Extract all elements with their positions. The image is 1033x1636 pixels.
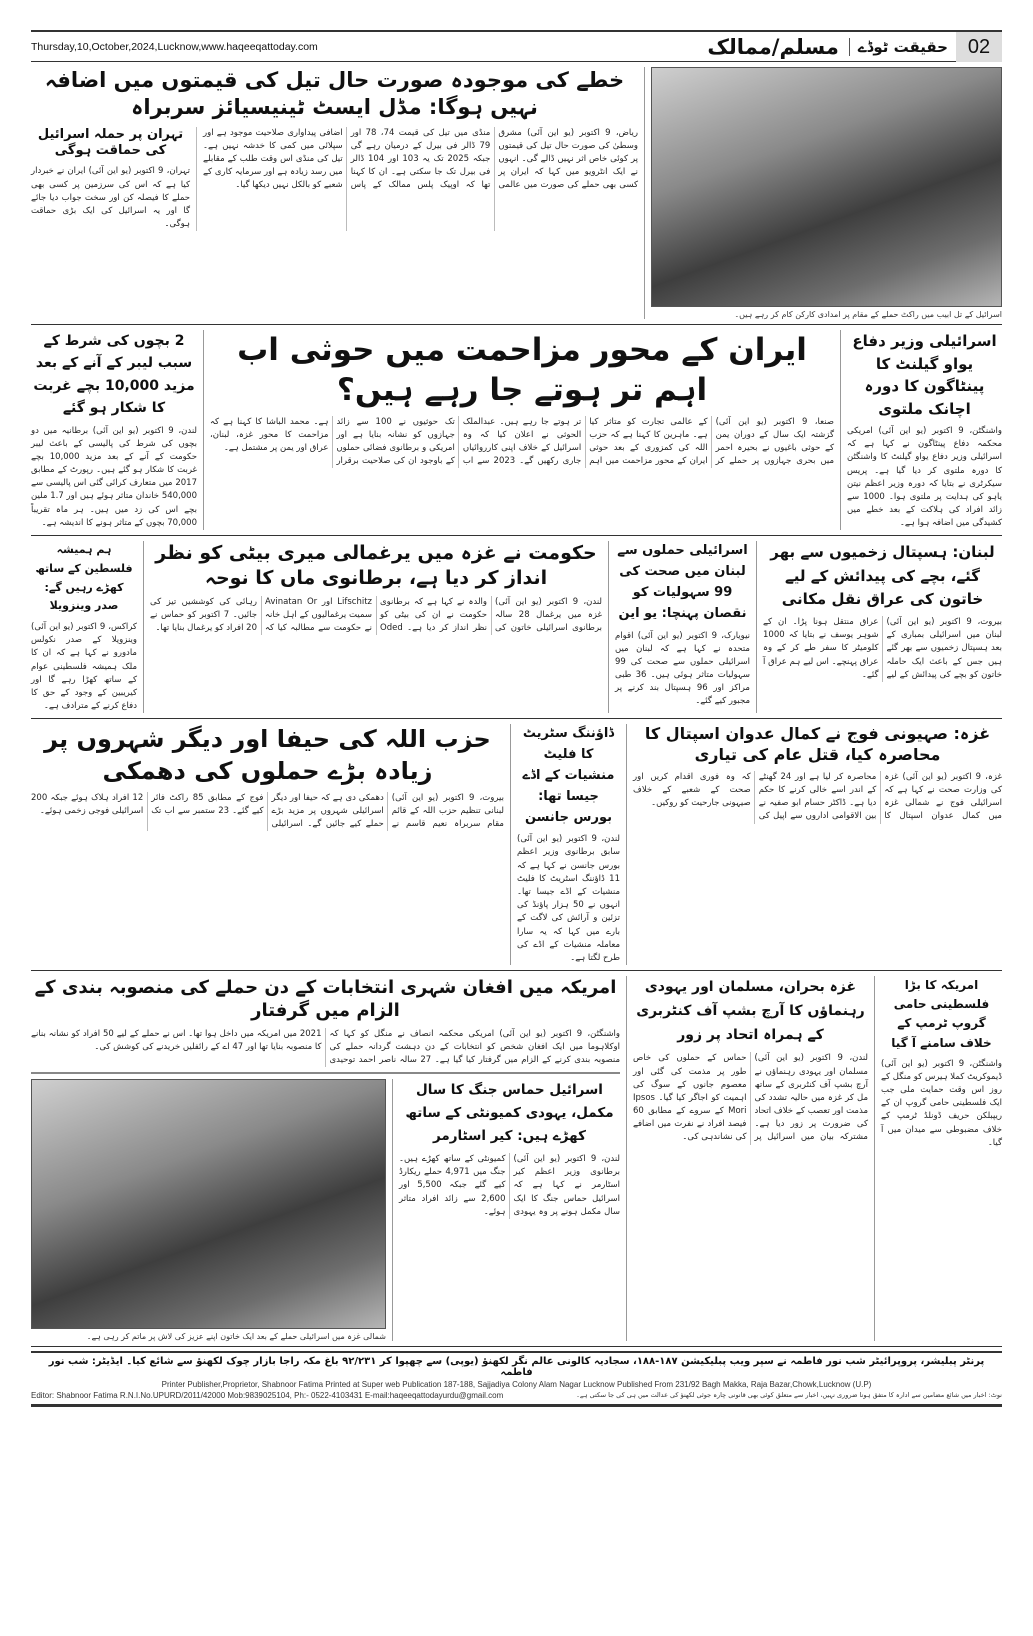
headline-houthi: ایران کے محور مزاحمت میں حوثی اب اہم تر ہوتے جا رہے ہیں؟ bbox=[237, 332, 807, 409]
newspaper-page bbox=[0, 30, 1033, 1427]
article-trump-group bbox=[874, 976, 1002, 1341]
article-body-hezbollah: بیروت، 9 اکتوبر (یو این آئی) لبنانی تنظیم حزب اللہ کے قائم مقام سربراہ نعیم قاسم نے دھمکی دی ہے کہ حیفا اور دیگر اسرائیلی شہروں پر مزید بڑے حملے کیے جائیں گے۔ اسرائیلی فوج کے مطابق 85 راکٹ فائر کیے گئے۔ 23 ستمبر سے اب تک 12 افراد ہلاک ہوئے جبکہ 200 اسرائیلی فوجی زخمی ہوئے۔ bbox=[31, 792, 504, 830]
photo-bottom-block bbox=[31, 1079, 392, 1341]
article-body-afghan-arrest: واشنگٹن، 9 اکتوبر (یو این آئی) امریکی محکمہ انصاف نے منگل کو کہا کہ اوکلاہوما میں ایک افغان شخص کو انتخابات کے دن دہشت گردانہ حملے کی منصوبہ بندی کرنے کے الزام میں گرفتار کیا گیا ہے۔ 27 سالہ ناصر احمد توحیدی 2021 میں امریکہ میں داخل ہوا تھا۔ اس نے حملے کے لیے 50 افراد کو نشانہ بنانے کا منصوبہ بنایا تھا اور 47 اے کے رائفلیں خریدنے کی کوشش کی۔ bbox=[31, 1028, 621, 1066]
article-body-lebanon-health: نیویارک، 9 اکتوبر (یو این آئی) اقوام متحدہ نے کہا ہے کہ لبنان میں اسرائیلی حملوں سے صحت کی 99 سہولیات متاثر ہوئی ہیں۔ 36 طبی مراکز اور 96 ہسپتال بند کرنے پر مجبور کیے گئے۔ bbox=[615, 630, 750, 707]
photo-top-block bbox=[644, 67, 1002, 319]
page-header bbox=[31, 30, 1002, 62]
headline-gallant: اسرائیلی وزیر دفاع یواو گیلنٹ کا پینٹاگون کا دورہ اچانک ملتوی bbox=[852, 332, 997, 418]
section-title: مسلم/ممالک bbox=[707, 34, 839, 59]
article-body-trump-group: واشنگٹن، 9 اکتوبر (یو این آئی) ڈیموکریٹ کملا ہیرس کو منگل کے روز اس وقت حمایت ملی جب ایک فلسطینی حامی گروپ ان کے ریپبلکن حریف ڈونلڈ ٹرمپ کے خلاف مضبوطی سے میدان میں آ گیا۔ bbox=[881, 1058, 1002, 1148]
article-afghan-arrest bbox=[31, 976, 620, 1074]
headline-oil: خطے کی موجودہ صورت حال تیل کی قیمتوں میں اضافہ نہیں ہوگا: مڈل ایسٹ ٹینیسیائز سربراہ bbox=[44, 68, 625, 120]
row-top bbox=[31, 62, 1002, 325]
headline-afghan-arrest: امریکہ میں افغان شہری انتخابات کے دن حملے کی منصوبہ بندی کے الزام میں گرفتار bbox=[34, 977, 617, 1022]
headline-venezuela: ہم ہمیشہ فلسطین کے ساتھ کھڑے رہیں گے: صدر وینزویلا bbox=[35, 543, 133, 613]
headline-downing-street: ڈاؤننگ سٹریٹ کا فلیٹ منشیات کے اڈے جیسا تھا: بورس جانسن bbox=[522, 726, 615, 825]
article-houthi bbox=[203, 330, 840, 530]
photo-caption: اسرائیل کے تل ابیب میں راکٹ حملے کے مقام پر امدادی کارکن کام کر رہے ہیں۔ bbox=[734, 310, 1002, 319]
article-lebanon-health bbox=[608, 541, 756, 713]
lower-left-block bbox=[31, 976, 626, 1341]
news-photo-gaza-mourning bbox=[31, 1079, 386, 1329]
article-lebanon-birth bbox=[756, 541, 1002, 713]
article-body-tehran: تہران، 9 اکتوبر (یو این آئی) ایران نے خبردار کیا ہے کہ اس کی سرزمین پر کسی بھی حملے کا فیصلہ کن اور سخت جواب دیا جائے گا اور یہ اسرائیل کی ایک بڑی حماقت ہوگی۔ bbox=[31, 166, 190, 230]
footer-note: نوٹ: اخبار میں شائع مضامین سے ادارہ کا متفق ہونا ضروری نہیں، اخبار سے متعلق کوئی بھی قانونی چارہ جوئی لکھنؤ کی عدالت میں ہی کی جا سکتی ہے۔ bbox=[576, 1391, 1002, 1400]
footer-printer-line: Printer Publisher,Proprietor, Shabnoor Fatima Printed at Super web Publication 187-188, Sajjadiya Colony Alam Nagar Lucknow Published From 231/92 Bagh Makka, Raja Bazar,Chowk,Lucknow (U.P) bbox=[161, 1380, 872, 1390]
article-body-kamal-adwan: غزہ، 9 اکتوبر (یو این آئی) غزہ کی وزارت صحت نے کہا ہے کہ اسرائیلی فوج نے شمالی غزہ میں کمال عدوان اسپتال کا محاصرہ کر لیا ہے اور 24 گھنٹے کے اندر اسے خالی کرنے کا حکم دیا ہے۔ ڈاکٹر حسام ابو صفیہ نے بین الاقوامی اداروں سے اپیل کی کہ وہ فوری اقدام کریں اور صحت کے شعبے کے خلاف صیہونی جارحیت کو روکیں۔ bbox=[633, 771, 1002, 822]
row-4 bbox=[31, 719, 1002, 971]
article-starmer bbox=[392, 1079, 620, 1341]
headline-trump-group: امریکہ کا بڑا فلسطینی حامی گروپ ٹرمپ کے خلاف سامنے آ گیا bbox=[891, 978, 992, 1050]
footer-urdu-imprint: پرنٹر پبلیشر، پروپرائیٹر شب نور فاطمہ نے سپر ویب پبلیکیشن ۱۸۷-۱۸۸، سجادیہ کالونی عالم نگر لکھنؤ (یوپی) سے چھپوا کر ۹۲/۲۳۱ باغ مکہ راجا بازار چوک لکھنؤ سے شائع کیا۔ ایڈیٹر: شب نور فاطمہ bbox=[48, 1356, 985, 1379]
article-venezuela bbox=[31, 541, 143, 713]
article-body-starmer: لندن، 9 اکتوبر (یو این آئی) برطانوی وزیر اعظم کیر اسٹارمر نے کہا ہے کہ اسرائیل حماس جنگ کا ایک سال مکمل ہونے پر وہ یہودی کمیونٹی کے ساتھ کھڑے ہیں۔ جنگ میں 4,971 حملے ریکارڈ کیے گئے جبکہ 5,500 اور 2,600 سے زائد افراد متاثر ہوئے۔ bbox=[399, 1154, 620, 1217]
article-oil bbox=[31, 67, 644, 319]
article-body-houthi: صنعا، 9 اکتوبر (یو این آئی) گزشتہ ایک سال کے دوران یمن کے حوثی باغیوں نے بحیرہ احمر میں بحری جہازوں پر حملے کر کے عالمی تجارت کو متاثر کیا ہے۔ ماہرین کا کہنا ہے کہ حزب اللہ کی کمزوری کے بعد حوثی ایران کے محور مزاحمت میں اہم تر ہوتے جا رہے ہیں۔ عبدالملک الحوثی نے اعلان کیا کہ وہ اسرائیل کے خلاف اپنی کارروائیاں جاری رکھیں گے۔ 2023 سے اب تک حوثیوں نے 100 سے زائد جہازوں کو نشانہ بنایا ہے اور امریکی و برطانوی فضائی حملوں کے باوجود ان کی صلاحیت برقرار ہے۔ محمد الباشا کا کہنا ہے کہ مزاحمت کا محور غزہ، لبنان، عراق اور یمن پر مشتمل ہے۔ bbox=[210, 416, 834, 467]
article-gallant bbox=[840, 330, 1002, 530]
article-body-lebanon-birth: بیروت، 9 اکتوبر (یو این آئی) لبنان میں اسرائیلی بمباری کے بعد ہسپتال زخمیوں سے بھر گئے ہیں جس کے باعث ایک حاملہ خاتون کو بچے کی پیدائش کے لیے عراق منتقل ہونا پڑا۔ ان کے شوہر یوسف نے بتایا کہ 1000 کلومیٹر کا سفر طے کر کے وہ عراق پہنچے۔ اس لیے ہم عراق آ گئے۔ bbox=[763, 617, 1002, 680]
article-body-hostage-mother: لندن، 9 اکتوبر (یو این آئی) غزہ میں یرغمال 28 سالہ برطانوی اسرائیلی خاتون کی والدہ نے کہا ہے کہ برطانوی حکومت نے ان کی بیٹی کو نظر انداز کر دیا ہے۔ Oded Lifschitz اور Avinatan Or سمیت یرغمالیوں کے اہل خانہ نے حکومت سے مطالبہ کیا کہ رہائی کی کوششیں تیز کی جائیں۔ 7 اکتوبر کو حماس نے 20 افراد کو یرغمال بنایا تھا۔ bbox=[150, 596, 602, 634]
news-photo-rocket-site bbox=[651, 67, 1002, 307]
photo-caption: شمالی غزہ میں اسرائیلی حملے کے بعد ایک خاتون اپنے عزیز کی لاش پر ماتم کر رہی ہے۔ bbox=[86, 1332, 386, 1342]
article-interfaith bbox=[626, 976, 874, 1341]
row-3 bbox=[31, 536, 1002, 719]
row-5 bbox=[31, 971, 1002, 1347]
page-footer bbox=[31, 1351, 1002, 1407]
article-body-gallant: واشنگٹن، 9 اکتوبر (یو این آئی) امریکی محکمہ دفاع پینٹاگون نے کہا ہے کہ اسرائیلی وزیر دفاع یواو گیلنٹ کا واشنگٹن کا دورہ ملتوی کر دیا گیا ہے۔ پریس سیکرٹری نے بتایا کہ دورہ وزیر اعظم نیتن یاہو کی ہدایت پر ملتوی ہوا۔ 1000 سے زائد افراد کی ہلاکت کے بعد خطے میں کشیدگی میں اضافہ ہوا ہے۔ bbox=[847, 426, 1003, 529]
subhead-tehran: تہران پر حملہ اسرائیل کی حماقت ہوگی bbox=[37, 126, 184, 159]
headline-interfaith: غزہ بحران، مسلمان اور یہودی رہنماؤں کا آرچ بشپ آف کنٹربری کے ہمراہ اتحاد پر زور bbox=[636, 979, 865, 1043]
article-body-venezuela: کراکس، 9 اکتوبر (یو این آئی) وینزویلا کے صدر نکولس مادورو نے کہا ہے کہ ان کا ملک ہمیشہ فلسطینی عوام کے ساتھ کھڑا رہے گا اور کیریبین کے وجود کے حق کا دفاع کرنے کے مترادف ہے۔ bbox=[31, 622, 137, 712]
headline-lebanon-birth: لبنان: ہسپتال زخمیوں سے بھر گئے، بچے کی پیدائش کے لیے خاتون کی عراق نقل مکانی bbox=[770, 543, 995, 608]
article-downing-street bbox=[510, 724, 626, 965]
footer-editor-line: Editor: Shabnoor Fatima R.N.I.No.UPURD/2011/42000 Mob:9839025104, Ph:- 0522-4103431 E-mail:haqeeqattodayurdu@gmail.com bbox=[31, 1391, 504, 1401]
headline-kamal-adwan: غزہ: صہیونی فوج نے کمال عدوان اسپتال کا محاصرہ کیا، قتل عام کی تیاری bbox=[644, 724, 991, 765]
article-labour bbox=[31, 330, 203, 530]
headline-hezbollah: حزب اللہ کی حیفا اور دیگر شہروں پر زیادہ بڑے حملوں کی دھمکی bbox=[44, 725, 491, 785]
article-body-labour: لندن، 9 اکتوبر (یو این آئی) برطانیہ میں دو بچوں کی شرط کی پالیسی کے باعث لیبر حکومت کے آنے کے بعد مزید 10,000 بچے غربت کا شکار ہو گئے ہیں۔ رپورٹ کے مطابق 2017 میں متعارف کرائی گئی اس پالیسی سے 540,000 خاندان متاثر ہوئے ہیں اور 1.7 ملین بچے اس کی زد میں ہیں۔ ہر ماہ تقریباً 70,000 بچوں کے متاثر ہونے کا اندیشہ ہے۔ bbox=[31, 425, 197, 528]
article-body-oil: ریاض، 9 اکتوبر (یو این آئی) مشرق وسطیٰ کی صورت حال تیل کی قیمتوں پر کوئی خاص اثر نہیں ڈالے گی۔ انہوں نے ایک انٹرویو میں کہا کہ ایران پر کسی بھی حملے کی صورت میں عالمی منڈی میں تیل کی قیمت 74، 78 اور 79 ڈالر فی بیرل کے درمیان رہے گی جبکہ 2025 تک یہ 103 اور 104 ڈالر فی بیرل تک جا سکتی ہے۔ ان کا کہنا تھا کہ اوپیک پلس ممالک کے پاس اضافی پیداواری صلاحیت موجود ہے اور سپلائی میں کمی کا خدشہ نہیں ہے۔ تیل کی منڈی اس وقت طلب کے مقابلے میں رسد زیادہ ہے اور سرمایہ کاری کے شعبے کو بالکل نہیں دیکھا گیا۔ bbox=[196, 127, 638, 232]
logo: حقیقت ٹوڈے bbox=[849, 38, 956, 56]
article-hostage-mother bbox=[143, 541, 608, 713]
row-2 bbox=[31, 325, 1002, 536]
headline-starmer: اسرائیل حماس جنگ کا سال مکمل، یہودی کمیونٹی کے ساتھ کھڑے ہیں: کیر اسٹارمر bbox=[405, 1082, 614, 1145]
headline-labour: 2 بچوں کی شرط کے سبب لیبر کے آنے کے بعد مزید 10,000 بچے غربت کا شکار ہو گئے bbox=[33, 333, 195, 417]
article-hezbollah bbox=[31, 724, 510, 965]
date-line: Thursday,10,October,2024,Lucknow,www.haqeeqattoday.com bbox=[31, 40, 318, 53]
article-body-interfaith: لندن، 9 اکتوبر (یو این آئی) مسلمان اور یہودی رہنماؤں نے آرچ بشپ آف کنٹربری کے ساتھ مل کر غزہ میں حالیہ تشدد کی مذمت اور تعصب کے خلاف اتحاد کی ضرورت پر زور دیا ہے۔ مشترکہ بیان میں اسرائیل پر حماس کے حملوں کی خاص طور پر مذمت کی گئی اور معصوم جانوں کے سوگ کی اہمیت کو اجاگر کیا گیا۔ Ipsos Mori کے سروے کے مطابق 60 فیصد افراد نے نفرت میں اضافے کی نشاندہی کی۔ bbox=[633, 1053, 868, 1143]
page-number: 02 bbox=[956, 32, 1002, 62]
article-body-downing-street: لندن، 9 اکتوبر (یو این آئی) سابق برطانوی وزیر اعظم بورس جانسن نے کہا ہے کہ 11 ڈاؤننگ اسٹریٹ کا فلیٹ منشیات کے اڈے جیسا تھا۔ انہوں نے 50 ہزار پاؤنڈ کی تزئین و آرائش کی لاگت کے بارے میں کہا کہ یہ سارا معاملہ منشیات کے اڈے کی طرح لگتا ہے۔ bbox=[517, 834, 620, 963]
headline-lebanon-health: اسرائیلی حملوں سے لبنان میں صحت کی 99 سہولیات کو نقصان پہنچا: یو این bbox=[617, 543, 748, 621]
headline-hostage-mother: حکومت نے غزہ میں یرغمالی میری بیٹی کو نظر انداز کر دیا ہے، برطانوی ماں کا نوحہ bbox=[155, 542, 597, 590]
article-kamal-adwan bbox=[626, 724, 1002, 965]
